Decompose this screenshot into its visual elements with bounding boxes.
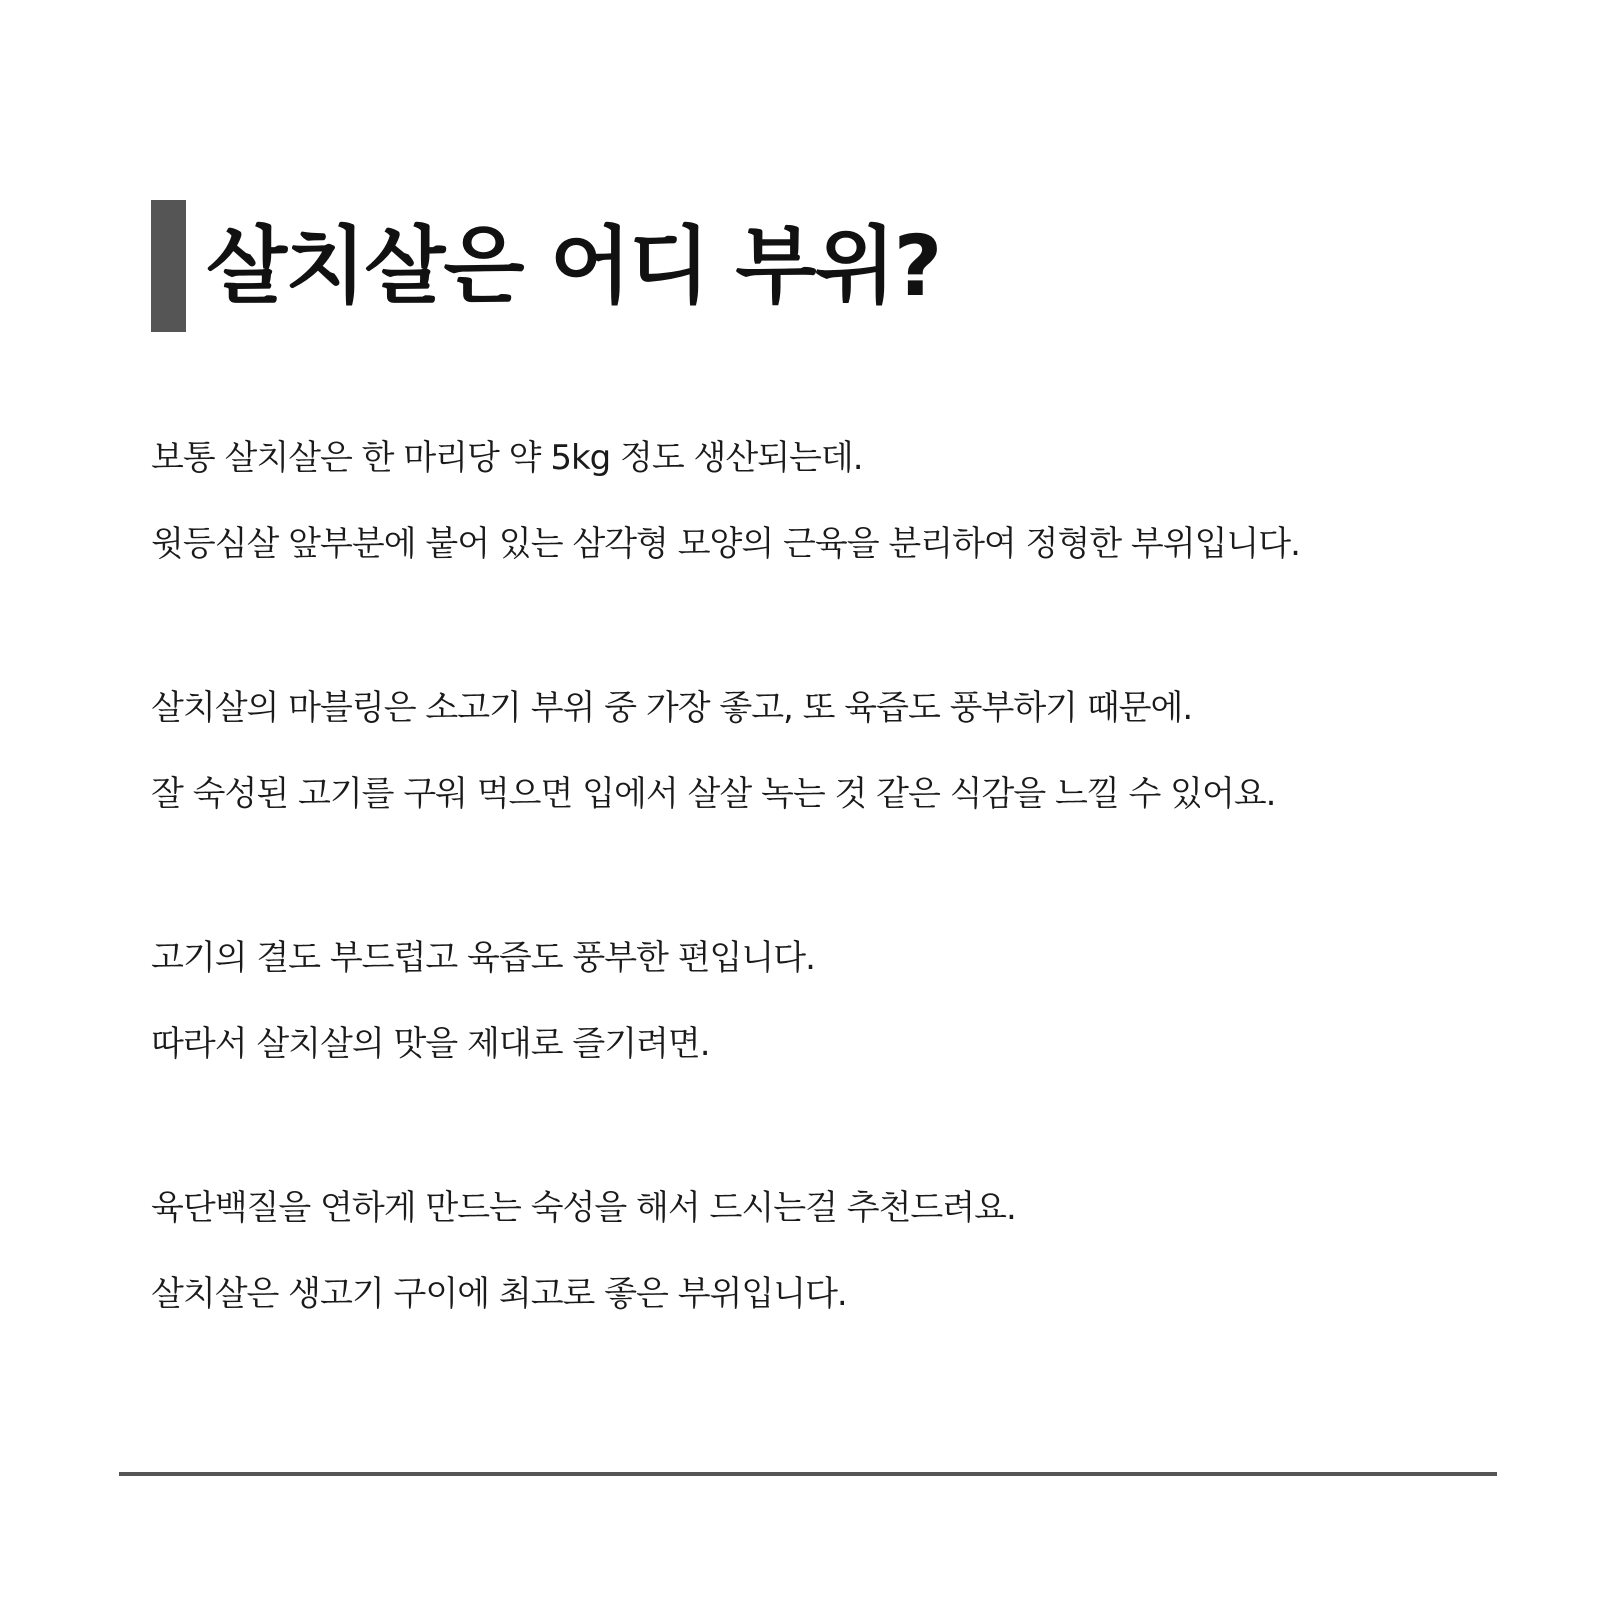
page-title: 살치살은 어디 부위? [206, 217, 941, 315]
title-block [151, 200, 940, 332]
paragraph-line: 살치살은 생고기 구이에 최고로 좋은 부위입니다. [151, 1274, 847, 1314]
paragraph-line: 윗등심살 앞부분에 붙어 있는 삼각형 모양의 근육을 분리하여 정형한 부위입니다. [151, 524, 1300, 564]
paragraph-line: 잘 숙성된 고기를 구워 먹으면 입에서 살살 녹는 것 같은 식감을 느낄 수 있어요. [151, 774, 1276, 814]
paragraph-line: 살치살의 마블링은 소고기 부위 중 가장 좋고, 또 육즙도 풍부하기 때문에. [151, 688, 1193, 728]
paragraph-line: 고기의 결도 부드럽고 육즙도 풍부한 편입니다. [151, 938, 815, 978]
paragraph-2 [151, 688, 1491, 814]
title-accent-bar [151, 200, 186, 332]
paragraph-line: 보통 살치살은 한 마리당 약 5kg 정도 생산되는데. [151, 438, 863, 478]
paragraph-3 [151, 938, 1491, 1064]
paragraph-4 [151, 1188, 1491, 1314]
body-text [151, 438, 1491, 1438]
paragraph-line: 육단백질을 연하게 만드는 숙성을 해서 드시는걸 추천드려요. [151, 1188, 1016, 1228]
bottom-divider [119, 1472, 1497, 1476]
paragraph-line: 따라서 살치살의 맛을 제대로 즐기려면. [151, 1024, 710, 1064]
paragraph-1 [151, 438, 1491, 564]
